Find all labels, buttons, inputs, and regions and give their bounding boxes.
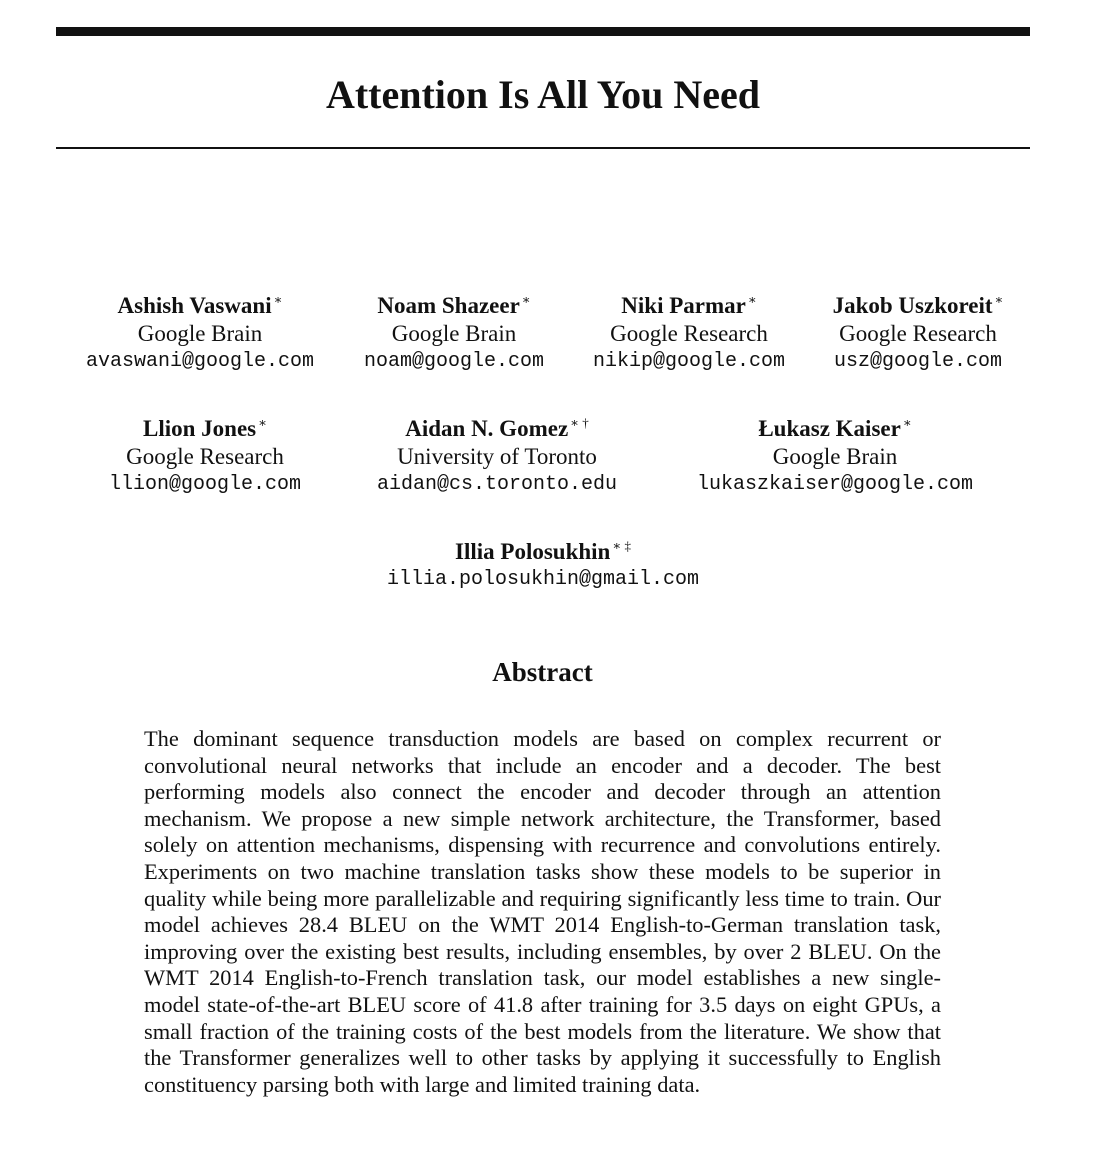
author-email: noam@google.com: [363, 350, 545, 373]
abstract-heading: Abstract: [492, 657, 593, 687]
author-email: illia.polosukhin@gmail.com: [386, 568, 700, 591]
author-email: aidan@cs.toronto.edu: [376, 473, 618, 496]
author-block: [377, 409, 617, 499]
author-block: [387, 532, 699, 594]
author-footnote-mark: ∗: [747, 292, 757, 307]
author-footnote-mark: ∗: [273, 292, 283, 307]
title-top-rule: [56, 27, 1030, 36]
author-email: lukaszkaiser@google.com: [696, 473, 974, 496]
author-affiliation: Google Research: [839, 321, 997, 346]
title-bottom-rule: [56, 147, 1030, 149]
author-footnote-mark: ∗ ‡: [612, 538, 631, 553]
author-email: avaswani@google.com: [85, 350, 315, 373]
author-affiliation: Google Research: [126, 444, 284, 469]
author-name: Noam Shazeer ∗: [377, 292, 531, 318]
author-block: [86, 286, 314, 376]
author-block: [697, 409, 973, 499]
author-block: [364, 286, 544, 376]
abstract-text: The dominant sequence transduction models are based on complex recurrent or convolutional neural networks that include an encoder and a decoder. The best performing models also connect the encoder and decoder through an attention mechanism. We propose a new simple network architecture, the Transformer, based solely on attention mechanisms, dispensing with recurrence and convolutions entirely. Experiments on two machine translation tasks show these models to be superior in quality while being more parallelizable and requiring significantly less time to train. Our model achieves 28.4 BLEU on the WMT 2014 English-to-German translation task, improving over the existing best results, including ensembles, by over 2 BLEU. On the WMT 2014 English-to-French translation task, our model establishes a new single-model state-of-the-art BLEU score of 41.8 after training for 3.5 days on eight GPUs, a small fraction of the training costs of the best models from the literature. We show that the Transformer generalizes well to other tasks by applying it successfully to English constituency parsing both with large and limited training data.: [144, 726, 941, 1097]
author-footnote-mark: ∗: [994, 292, 1004, 307]
author-affiliation: Google Brain: [772, 444, 898, 469]
author-footnote-mark: ∗: [258, 415, 267, 430]
author-block: [593, 286, 785, 376]
author-name: Niki Parmar ∗: [621, 292, 757, 318]
author-name: Jakob Uszkoreit ∗: [832, 292, 1004, 318]
author-block: [109, 409, 301, 499]
author-name: Ashish Vaswani ∗: [117, 292, 283, 318]
author-footnote-mark: ∗: [902, 415, 912, 430]
author-footnote-mark: ∗: [521, 292, 531, 307]
author-email: usz@google.com: [833, 350, 1003, 373]
author-affiliation: University of Toronto: [397, 444, 597, 469]
paper-title: Attention Is All You Need: [325, 72, 761, 117]
author-name: Łukasz Kaiser ∗: [758, 415, 912, 441]
author-affiliation: Google Brain: [137, 321, 263, 346]
author-footnote-mark: ∗ †: [570, 415, 589, 430]
author-affiliation: Google Research: [610, 321, 768, 346]
author-affiliation: Google Brain: [391, 321, 517, 346]
author-block: [833, 286, 1004, 376]
author-name: Aidan N. Gomez ∗ †: [405, 415, 589, 441]
author-name: Illia Polosukhin ∗ ‡: [455, 538, 631, 564]
author-email: nikip@google.com: [592, 350, 786, 373]
author-name: Llion Jones ∗: [143, 415, 267, 441]
author-email: llion@google.com: [108, 473, 302, 496]
